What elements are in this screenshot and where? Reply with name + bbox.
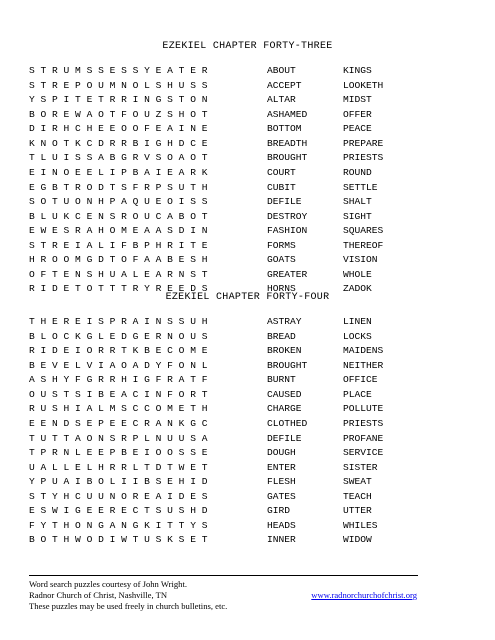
word-list [267, 315, 307, 548]
search-word: SISTER [343, 461, 378, 473]
grid-row: A S H Y F G R R H I G F R A T F [29, 374, 208, 386]
letter-grid [29, 315, 207, 548]
footer-usage-note: These puzzles may be used freely in church bulletins, etc. [29, 601, 228, 611]
search-word: DESTROY [267, 210, 308, 222]
grid-row: R U S H I A L M S C C O M E T H [29, 403, 208, 415]
search-word: KINGS [343, 65, 372, 76]
grid-row: T U T T A O N S R P L N U U S A [29, 432, 208, 444]
search-word: POLLUTE [343, 403, 384, 415]
word-list [343, 64, 383, 297]
word-list [267, 64, 307, 297]
search-word: HEADS [267, 519, 296, 531]
search-word: DEFILE [267, 196, 302, 208]
search-word: INNER [267, 534, 296, 546]
search-word: BREAD [267, 330, 296, 342]
search-word: FORMS [267, 239, 296, 251]
search-word: BROUGHT [267, 359, 308, 371]
grid-row: B O R E W A O T F O U Z S H O T [29, 108, 208, 120]
search-word: COURT [267, 166, 296, 178]
search-word: ABOUT [267, 65, 296, 76]
search-word: BOTTOM [267, 123, 302, 135]
search-word: LOCKS [343, 330, 372, 342]
grid-row: U A L L E L H R R L T D T W E T [29, 461, 208, 473]
grid-row: B L U K C E N S R O U C A B O T [29, 210, 208, 222]
grid-row: S T R E I A L I F B P H R I T E [29, 239, 208, 251]
search-word: LOOKETH [343, 79, 384, 91]
search-word: SETTLE [343, 181, 378, 193]
grid-row: E G B T R O D T S F R P S U T H [29, 181, 208, 193]
search-word: OFFICE [343, 374, 378, 386]
grid-row: R I D E T O T T T R Y R E E D S [29, 283, 208, 295]
grid-row: D I R H C H E E O O F E A I N E [29, 123, 208, 135]
grid-row: E W E S R A H O M E A A S D I N [29, 225, 208, 237]
grid-row: E S W I G E E R E C T S U S H D [29, 505, 208, 517]
search-word: ASTRAY [267, 316, 302, 327]
search-word: PRIESTS [343, 152, 384, 164]
search-word: BROUGHT [267, 152, 308, 164]
search-word: UTTER [343, 505, 372, 517]
grid-row: T H E R E I S P R A I N S S U H [29, 316, 208, 327]
search-word: CLOTHED [267, 417, 308, 429]
grid-row: S T R E P O U M N O L S H U S S [29, 79, 208, 91]
search-word: PREPARE [343, 137, 384, 149]
grid-row: O U S T S I B E A C I N F O R T [29, 388, 208, 400]
grid-row: S O T U O N H P A Q U E O I S S [29, 196, 208, 208]
footer-divider [29, 575, 418, 576]
search-word: DOUGH [267, 447, 296, 459]
search-word: PROFANE [343, 432, 384, 444]
grid-row: E I N O E E L I P B A I E A R K [29, 166, 208, 178]
search-word: GATES [267, 490, 296, 502]
grid-row: T L U I S S A B G R V S O A O T [29, 152, 208, 164]
search-word: ACCEPT [267, 79, 302, 91]
search-word: PRIESTS [343, 417, 384, 429]
footer-church: Radnor Church of Christ, Nashville, TN [29, 590, 168, 600]
search-word: CUBIT [267, 181, 296, 193]
grid-row: S T Y H C U U N O R E A I D E S [29, 490, 208, 502]
search-word: SQUARES [343, 225, 384, 237]
search-word: HORNS [267, 283, 296, 295]
search-word: DEFILE [267, 432, 302, 444]
grid-row: H R O O M G D T O F A A B E S H [29, 254, 208, 266]
search-word: PEACE [343, 123, 372, 135]
search-word: TEACH [343, 490, 372, 502]
search-word: SHALT [343, 196, 372, 208]
search-word: GREATER [267, 268, 308, 280]
search-word: THEREOF [343, 239, 384, 251]
search-word: GIRD [267, 505, 291, 517]
grid-row: O F T E N S H U A L E A R N S T [29, 268, 208, 280]
search-word: FASHION [267, 225, 308, 237]
search-word: SERVICE [343, 447, 384, 459]
search-word: LINEN [343, 316, 372, 327]
search-word: ALTAR [267, 94, 296, 106]
grid-row: Y S P I T E T R R I N G S T O N [29, 94, 208, 106]
search-word: CAUSED [267, 388, 302, 400]
grid-row: T P R N L E E P B E I O O S S E [29, 447, 208, 459]
search-word: MIDST [343, 94, 372, 106]
grid-row: Y P U A I B O L I I B S E H I D [29, 476, 208, 488]
search-word: ASHAMED [267, 108, 308, 120]
search-word: WHILES [343, 519, 378, 531]
search-word: MAIDENS [343, 345, 384, 357]
grid-row: S T R U M S S E S S Y E A T E R [29, 65, 208, 76]
search-word: CHARGE [267, 403, 302, 415]
search-word: BROKEN [267, 345, 302, 357]
footer-credit: Word search puzzles courtesy of John Wright. [29, 579, 187, 589]
puzzle-title: EZEKIEL CHAPTER FORTY-FOUR [165, 292, 330, 303]
search-word: PLACE [343, 388, 372, 400]
search-word: GOATS [267, 254, 296, 266]
search-word: FLESH [267, 476, 296, 488]
grid-row: E E N D S E P E E C R A N K G C [29, 417, 208, 429]
search-word: ENTER [267, 461, 296, 473]
search-word: WHOLE [343, 268, 372, 280]
search-word: SWEAT [343, 476, 372, 488]
search-word: NEITHER [343, 359, 384, 371]
search-word: ROUND [343, 166, 372, 178]
grid-row: R I D E I O R R T K B E C O M E [29, 345, 208, 357]
search-word: VISION [343, 254, 378, 266]
grid-row: B E V E L V I A O A D Y F O N L [29, 359, 208, 371]
puzzle-title: EZEKIEL CHAPTER FORTY-THREE [162, 41, 333, 52]
search-word: SIGHT [343, 210, 372, 222]
grid-row: B L O C K G L E D G E R N O U S [29, 330, 208, 342]
grid-row: F Y T H O N G A N G K I T T Y S [29, 519, 208, 531]
church-website-link[interactable]: www.radnorchurchofchrist.org [311, 590, 417, 600]
search-word: BURNT [267, 374, 296, 386]
letter-grid [29, 64, 207, 297]
word-list [343, 315, 383, 548]
search-word: WIDOW [343, 534, 372, 546]
search-word: BREADTH [267, 137, 308, 149]
search-word: OFFER [343, 108, 372, 120]
grid-row: K N O T K C D R R B I G H D C E [29, 137, 208, 149]
grid-row: B O T H W O D I W T U S K S E T [29, 534, 208, 546]
search-word: ZADOK [343, 283, 372, 295]
